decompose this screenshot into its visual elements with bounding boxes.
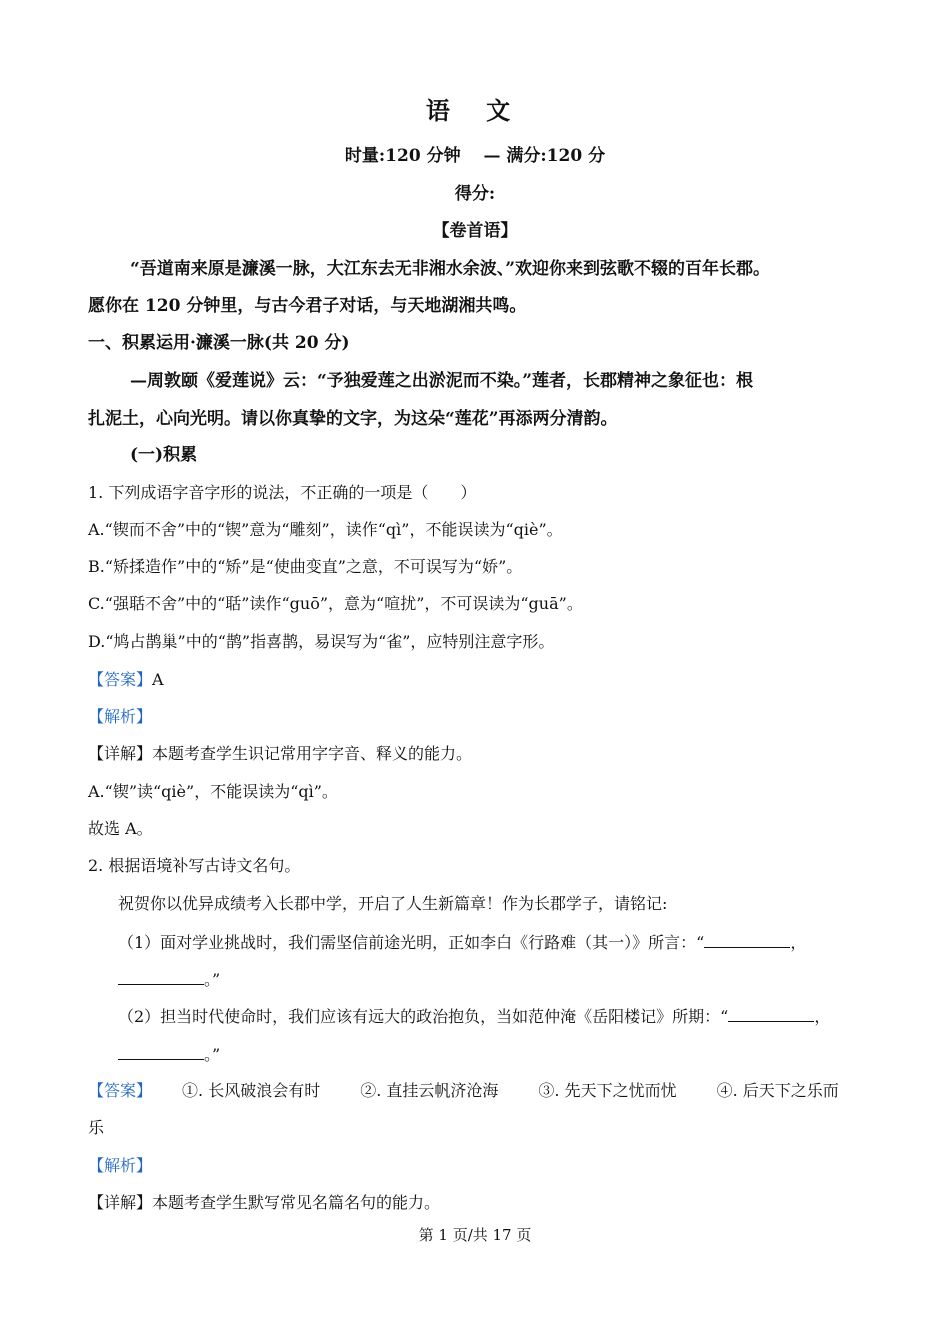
q1-option-c: C.“强聒不舍”中的“聒”读作“guō”，意为“喧扰”，不可误读为“guā”。: [88, 594, 583, 613]
q2-detail-row: [88, 1192, 870, 1214]
q2-part1-line2: [118, 968, 870, 991]
intro-heading: 【卷首语】: [432, 221, 518, 241]
q2-part2-line1: [118, 1005, 870, 1028]
q2-part2-line2: [118, 1043, 870, 1066]
q2-answer-row: [88, 1080, 870, 1102]
section1-heading: 一、积累运用·濂溪一脉(共 20 分): [88, 333, 350, 353]
q2-answer-1: ①. 长风破浪会有时: [182, 1081, 321, 1100]
answer-tag: 【答案】: [88, 1081, 153, 1100]
answer-tag: 【答案】: [88, 670, 153, 689]
q2-part2-text: （2）担当时代使命时，我们应该有远大的政治抱负，当如范仲淹《岳阳楼记》所期：“: [118, 1007, 729, 1026]
exam-time-info: 时量:120 分钟 — 满分:120 分: [344, 146, 606, 166]
q2-part1-line1: [118, 931, 870, 954]
intro-line-1: “吾道南来原是濂溪一脉，大江东去无非湘水余波、”欢迎你来到弦歌不辍的百年长郡。: [130, 259, 771, 279]
q2-answer-wrap: 乐: [88, 1118, 105, 1137]
q2-answer-2: ②. 直挂云帆济沧海: [360, 1081, 499, 1100]
q2-answer-3: ③. 先天下之忧而忧: [538, 1081, 677, 1100]
q1-detail-2: A.“锲”读“qiè”，不能误读为“qì”。: [88, 782, 338, 801]
q1-option-b: B.“矫揉造作”中的“矫”是“使曲变直”之意，不可误写为“娇”。: [88, 557, 523, 576]
detail-tag: 【详解】: [88, 1193, 153, 1212]
q2-part2-end: 。”: [204, 1045, 221, 1064]
q2-part1-text: （1）面对学业挑战时，我们需坚信前途光明，正如李白《行路难（其一）》所言：“: [118, 933, 705, 952]
fill-blank-3[interactable]: [728, 1005, 814, 1022]
q2-detail: 本题考查学生默写常见名篇名句的能力。: [152, 1193, 441, 1212]
q1-conclusion: 故选 A。: [88, 819, 153, 838]
section1-intro-1: —周敦颐《爱莲说》云：“予独爱莲之出淤泥而不染。”莲者，长郡精神之象征也：根: [130, 371, 754, 391]
page-footer: 第 1 页/共 17 页: [418, 1226, 532, 1244]
q1-option-d: D.“鸠占鹊巢”中的“鹊”指喜鹊，易误写为“雀”，应特别注意字形。: [88, 632, 555, 651]
q2-answer-4: ④. 后天下之乐而: [716, 1081, 839, 1100]
q2-part1-end: 。”: [204, 970, 221, 989]
subsection-heading: (一)积累: [130, 445, 198, 465]
comma: ，: [814, 1007, 831, 1026]
score-field: 得分:: [454, 184, 496, 204]
q1-option-a: A.“锲而不舍”中的“锲”意为“雕刻”，读作“qì”，不能误读为“qiè”。: [88, 520, 563, 539]
fill-blank-1[interactable]: [704, 931, 790, 948]
intro-line-2: 愿你在 120 分钟里，与古今君子对话，与天地湖湘共鸣。: [88, 296, 527, 316]
fill-blank-2[interactable]: [118, 968, 204, 985]
q1-answer: A: [152, 670, 164, 689]
q1-analysis-tag: 【解析】: [88, 707, 153, 726]
section1-intro-2: 扎泥土，心向光明。请以你真挚的文字，为这朵“莲花”再添两分清韵。: [88, 409, 618, 429]
q1-detail: 本题考查学生识记常用字字音、释义的能力。: [152, 744, 473, 763]
fill-blank-4[interactable]: [118, 1043, 204, 1060]
page-title: 语 文: [425, 96, 525, 125]
q1-detail-row: [88, 743, 870, 765]
q2-analysis-tag: 【解析】: [88, 1156, 153, 1175]
comma: ，: [790, 933, 807, 952]
detail-tag: 【详解】: [88, 744, 153, 763]
q1-answer-row: [88, 669, 870, 691]
q2-context: 祝贺你以优异成绩考入长郡中学，开启了人生新篇章！作为长郡学子，请铭记:: [118, 894, 668, 913]
q2-stem: 2. 根据语境补写古诗文名句。: [88, 856, 301, 875]
q1-stem: 1. 下列成语字音字形的说法，不正确的一项是（ ）: [88, 483, 477, 502]
